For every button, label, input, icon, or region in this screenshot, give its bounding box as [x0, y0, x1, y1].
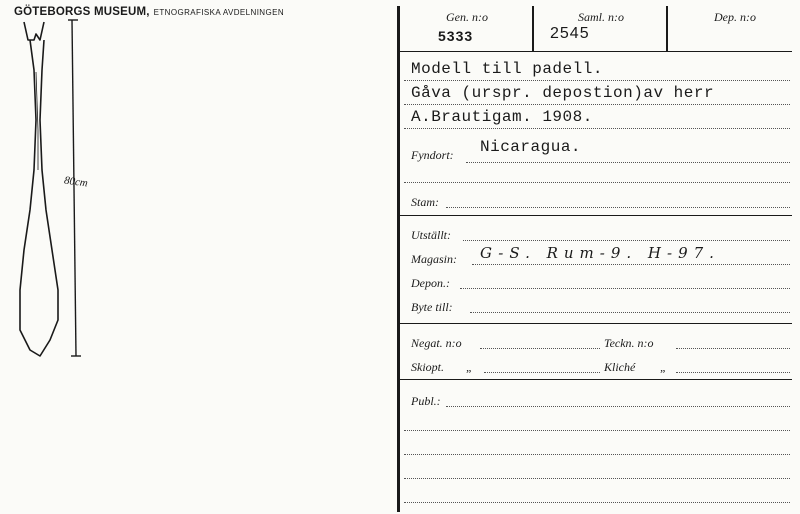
dotted-line: [480, 348, 600, 349]
paddle-outline: [20, 22, 58, 356]
publ-label: Publ.:: [411, 394, 441, 408]
fyndort-value: Nicaragua.: [480, 138, 582, 156]
kliche-label: Kliché: [604, 360, 636, 374]
column-divider-1: [532, 6, 534, 52]
card-left-border: [397, 6, 400, 512]
dotted-line: [466, 162, 790, 163]
dotted-line: [404, 104, 790, 105]
museum-name: GÖTEBORGS MUSEUM,: [14, 6, 150, 18]
stam-label: Stam:: [411, 195, 439, 209]
skiopt-label: Skiopt.: [411, 360, 444, 374]
depon-label: Depon.:: [411, 276, 450, 290]
magasin-label: Magasin:: [411, 252, 457, 266]
description-line-3: A.Brautigam. 1908.: [411, 108, 593, 126]
dotted-line: [404, 128, 790, 129]
dotted-line: [404, 502, 790, 503]
byte-label: Byte till:: [411, 300, 453, 314]
dotted-line: [676, 372, 790, 373]
dotted-line: [404, 182, 790, 183]
gen-value: 5333: [438, 28, 474, 44]
dotted-line: [404, 80, 790, 81]
paddle-sketch: [0, 0, 140, 380]
utstallt-label: Utställt:: [411, 228, 452, 242]
description-line-2: Gåva (urspr. depostion)av herr: [411, 84, 715, 102]
dotted-line: [472, 264, 790, 265]
column-divider-2: [666, 6, 668, 52]
dotted-line: [484, 372, 600, 373]
department-name: ETNOGRAFISKA AVDELNINGEN: [153, 8, 285, 17]
gen-label: Gen. n:o: [446, 10, 488, 24]
dotted-line: [470, 312, 790, 313]
header-rule: [400, 51, 792, 52]
dotted-line: [460, 288, 790, 289]
negat-label: Negat. n:o: [411, 336, 462, 350]
dotted-line: [404, 454, 790, 455]
saml-value: 2545: [550, 25, 590, 42]
fyndort-label: Fyndort:: [411, 148, 454, 162]
section-rule: [400, 379, 792, 380]
section-rule: [400, 215, 792, 216]
dotted-line: [404, 430, 790, 431]
skiopt-ditto: „: [466, 360, 473, 374]
teckn-label: Teckn. n:o: [604, 336, 654, 350]
dotted-line: [446, 207, 790, 208]
dotted-line: [463, 240, 790, 241]
dotted-line: [446, 406, 790, 407]
kliche-ditto: „: [660, 360, 667, 374]
measure-label: 80cm: [63, 174, 89, 190]
section-rule: [400, 323, 792, 324]
dep-label: Dep. n:o: [714, 10, 756, 24]
description-line-1: Modell till padell.: [411, 60, 603, 78]
dotted-line: [676, 348, 790, 349]
saml-label: Saml. n:o: [578, 10, 624, 24]
magasin-value: G-S. Rum-9. H-97.: [480, 244, 720, 262]
dotted-line: [404, 478, 790, 479]
